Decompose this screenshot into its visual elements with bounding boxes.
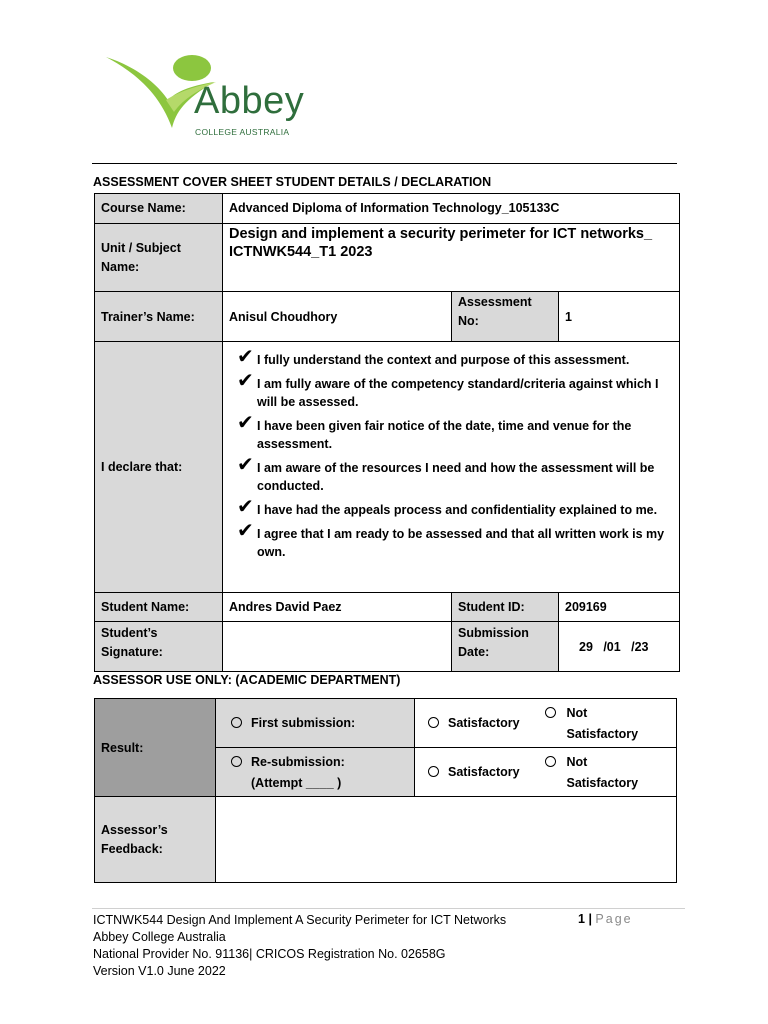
student-row	[95, 593, 680, 622]
resubmission-not-satisfactory-option[interactable]: Not Satisfactory	[545, 748, 677, 797]
assessment-no-value: 1	[559, 292, 680, 342]
trainer-row	[95, 292, 680, 342]
checkmark-icon: ✔	[237, 410, 254, 434]
radio-icon[interactable]	[428, 717, 439, 728]
declaration-item: ✔ I have had the appeals process and confidentiality explained to me.	[237, 494, 658, 518]
declaration-item: ✔ I am fully aware of the competency standard/criteria against which I will be assessed.	[237, 368, 659, 409]
declaration-label: I declare that:	[95, 342, 223, 593]
footer-version: Version V1.0 June 2022	[93, 964, 226, 978]
declaration-item: ✔ I have been given fair notice of the date, time and venue for the assessment.	[237, 410, 632, 451]
checkmark-icon: ✔	[237, 518, 254, 542]
first-submission-option[interactable]: First submission:	[216, 699, 415, 748]
unit-row	[95, 224, 680, 292]
logo-subtitle: COLLEGE AUSTRALIA	[195, 127, 290, 137]
feedback-label: Assessor’s Feedback:	[95, 797, 216, 883]
course-label: Course Name:	[95, 194, 223, 224]
declaration-item: ✔ I am aware of the resources I need and how the assessment will be conducted.	[237, 452, 655, 493]
footer-college: Abbey College Australia	[93, 930, 226, 944]
page-number: 1 | Page	[578, 912, 633, 926]
checkmark-icon: ✔	[237, 494, 254, 518]
radio-icon[interactable]	[231, 717, 242, 728]
logo-wordmark: Abbey	[194, 80, 305, 122]
feedback-field[interactable]	[216, 797, 677, 883]
footer-unit-title: ICTNWK544 Design And Implement A Security Perimeter for ICT Networks	[93, 913, 507, 927]
declaration-item: ✔ I fully understand the context and purpose of this assessment.	[237, 344, 630, 368]
assessor-heading: ASSESSOR USE ONLY: (ACADEMIC DEPARTMENT)	[93, 673, 401, 687]
signature-field[interactable]	[223, 622, 452, 672]
trainer-value: Anisul Choudhory	[223, 292, 452, 342]
result-label: Result:	[95, 699, 216, 797]
assessment-no-label: Assessment No:	[452, 292, 559, 342]
first-not-satisfactory-option[interactable]: Not Satisfactory	[545, 699, 677, 748]
first-satisfactory-option[interactable]: Satisfactory	[415, 699, 545, 748]
unit-value: Design and implement a security perimeter for ICT networks_ ICTNWK544_T1 2023	[223, 224, 680, 292]
assessor-table	[94, 698, 677, 883]
student-name-label: Student Name:	[95, 593, 223, 622]
resubmission-option[interactable]: Re-submission: (Attempt ____ )	[216, 748, 415, 797]
signature-row	[95, 622, 680, 672]
trainer-label: Trainer’s Name:	[95, 292, 223, 342]
radio-icon[interactable]	[545, 707, 556, 718]
declaration-row	[95, 342, 680, 593]
radio-icon[interactable]	[231, 756, 242, 767]
course-row	[95, 194, 680, 224]
course-value: Advanced Diploma of Information Technology_105133C	[223, 194, 680, 224]
student-name-value: Andres David Paez	[223, 593, 452, 622]
student-details-table	[94, 193, 680, 672]
student-id-label: Student ID:	[452, 593, 559, 622]
checkmark-icon: ✔	[237, 368, 254, 392]
footer-divider	[92, 908, 685, 909]
feedback-row	[95, 797, 677, 883]
declaration-list	[223, 342, 680, 593]
footer	[93, 912, 506, 980]
submission-date-value: 29 /01 /23	[559, 622, 680, 672]
cover-sheet-heading: ASSESSMENT COVER SHEET STUDENT DETAILS / DECLARATION	[93, 175, 492, 189]
student-id-value: 209169	[559, 593, 680, 622]
footer-provider: National Provider No. 91136| CRICOS Registration No. 02658G	[93, 947, 446, 961]
submission-date-label: Submission Date:	[452, 622, 559, 672]
radio-icon[interactable]	[545, 756, 556, 767]
radio-icon[interactable]	[428, 766, 439, 777]
signature-label: Student’s Signature:	[95, 622, 223, 672]
declaration-item: ✔ I agree that I am ready to be assessed and that all written work is my own.	[237, 518, 665, 559]
header-divider	[92, 163, 677, 164]
checkmark-icon: ✔	[237, 344, 254, 368]
checkmark-icon: ✔	[237, 452, 254, 476]
unit-label: Unit / Subject Name:	[95, 224, 223, 292]
resubmission-satisfactory-option[interactable]: Satisfactory	[415, 748, 545, 797]
abbey-college-logo	[104, 52, 314, 144]
first-submission-row	[95, 699, 677, 748]
